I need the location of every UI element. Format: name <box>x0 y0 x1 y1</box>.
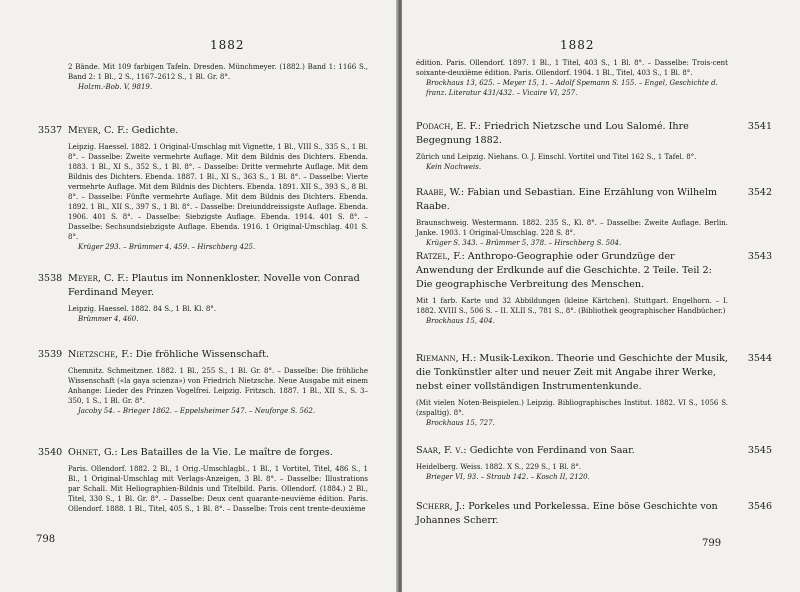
entry-title: Gedichte. <box>131 125 179 136</box>
entry-author: Raabe, W.: <box>416 187 465 198</box>
entry-3545 <box>416 444 772 482</box>
entry-refs: Brümmer 4, 460. <box>78 315 139 323</box>
entry-title: Porkeles und Porkelessa. Eine böse Geschichte von Johannes Scherr. <box>416 501 718 526</box>
entry-3539 <box>38 348 368 416</box>
entry-author: Scherr, J.: <box>416 501 466 512</box>
entry-refs: Brieger VI, 93. – Straub 142. – Kosch II, 2120. <box>426 473 590 481</box>
running-head-year: 1882 <box>560 38 595 52</box>
continuation-refs: Holzm.-Bob. V, 9819. <box>78 83 153 91</box>
entry-3543 <box>416 250 772 326</box>
left-page <box>0 0 398 592</box>
entry-refs: Jacoby 54. – Brieger 1862. – Eppelsheimer 547. – Neuforge S. 562. <box>78 407 316 415</box>
continuation-block <box>68 62 368 92</box>
entry-body: Leipzig. Haessel. 1882. 1 Original-Umschlag mit Vignette, 1 Bl., VIII S., 335 S., 1 Bl. 8°. – Dasselbe: Zweite vermehrte Auflage. Mit dem Bildnis des Dichters. Ebenda. 1883. 1 Bl., XI S., 352 S., 1 Bl. 8°. – Dasselbe: Dritte vermehrte Auflage. Mit dem Bildnis des Dichters. Ebenda. 1887. 1 Bl., XI S., 363 S., 1 Bl. 8°. – Dasselbe: Vierte vermehrte Auflage. Mit dem Bildnis des Dichters. Ebenda. 1891. XII S., 393 S., 8 Bl. 8°. – Dasselbe: Fünfte vermehrte Auflage. Mit dem Bildnis des Dichters. Ebenda. 1892. 1 Bl., XII S., 397 S., 1 Bl. 8°. – Dasselbe: Dreiunddreissigste Auflage. Ebenda. 1906. 401 S. 8°. – Dasselbe: Siebzigste Auflage. Ebenda. 1914. 401 S. 8°. – Dasselbe: Sechsundsiebzigste Auflage. Ebenda. 1916. 1 Original-Umschlag. 401 S. 8°. <box>68 143 368 241</box>
entry-refs: Kein Nachweis. <box>426 163 482 171</box>
continuation-text: 2 Bände. Mit 109 farbigen Tafeln. Dresden. Münchmeyer. (1882.) Band 1: 1166 S., Band 2: 1 Bl., 2 S., 1167–2612 S., 1 Bl. Gr. 8°. <box>68 63 368 81</box>
entry-body: Chemnitz. Schmeitzner. 1882. 1 Bl., 255 S., 1 Bl. Gr. 8°. – Dasselbe: Die fröhliche Wissenschaft («la gaya scienza») von Friedrich Nietzsche. Neue Ausgabe mit einem Anhange: Lieder des Prinzen Vogelfrei. Leipzig. Fritzsch. 1887. 1 Bl., XII S., S. 3–350, 1 S., 1 Bl. Gr. 8°. <box>68 367 368 405</box>
entry-3544 <box>416 352 772 428</box>
entry-title: Plautus im Nonnenkloster. Novelle von Conrad Ferdinand Meyer. <box>68 273 360 298</box>
continuation-refs: Brockhaus 13, 625. – Meyer 15, 1. – Adolf Spemann S. 155. – Engel, Geschichte d. franz. Literatur 431/432. – Vicaire VI, 257. <box>426 79 718 97</box>
entry-heading <box>416 352 728 394</box>
entry-number: 3542 <box>747 187 772 198</box>
entry-author: Nietzsche, F.: <box>68 349 133 360</box>
entry-title: Gedichte von Ferdinand von Saar. <box>469 445 635 456</box>
entry-body: Mit 1 farb. Karte und 32 Abbildungen (kleine Kärtchen). Stuttgart. Engelhorn. – I. 1882. XVIII S., 506 S. – II. XLII S., 781 S., 8°. (Bibliothek geographischer Handbücher.) <box>416 297 728 315</box>
running-head-year: 1882 <box>210 38 245 52</box>
entry-refs: Brockhaus 15, 727. <box>426 419 495 427</box>
entry-3541 <box>416 120 772 172</box>
entry-heading <box>416 444 728 458</box>
entry-body: Heidelberg. Weiss. 1882. X S., 229 S., 1 Bl. 8°. <box>416 463 582 471</box>
entry-heading <box>416 500 728 528</box>
entry-body: (Mit vielen Noten-Beispielen.) Leipzig. Bibliographisches Institut. 1882. VI S., 1056 S. (zspaltig). 8°. <box>416 399 728 417</box>
entry-number: 3538 <box>38 273 63 284</box>
page-number: 799 <box>702 538 722 549</box>
entry-body: Braunschweig. Westermann. 1882. 235 S., Kl. 8°. – Dasselbe: Zweite Auflage. Berlin. Janke. 1903. 1 Original-Umschlag. 228 S. 8°. <box>416 219 728 237</box>
entry-title: Fabian und Sebastian. Eine Erzählung von Wilhelm Raabe. <box>416 187 718 212</box>
entry-3546 <box>416 500 772 528</box>
entry-number: 3545 <box>747 445 772 456</box>
entry-author: Meyer, C. F.: <box>68 125 129 136</box>
entry-heading <box>416 250 728 292</box>
entry-author: Saar, F. v.: <box>416 445 467 456</box>
entry-heading <box>68 446 368 460</box>
entry-3537 <box>38 124 368 252</box>
entry-title: Les Batailles de la Vie. Le maître de forges. <box>120 447 333 458</box>
entry-heading <box>68 272 368 300</box>
entry-refs: Krüger 293. – Brümmer 4, 459. – Hirschberg 425. <box>78 243 256 251</box>
entry-number: 3546 <box>747 501 772 512</box>
entry-title: Musik-Lexikon. Theorie und Geschichte der Musik, die Tonkünstler alter und neuer Zeit mit Angabe ihrer Werke, nebst einer vollständigen Instrumentenkunde. <box>416 353 728 392</box>
entry-title: Friedrich Nietzsche und Lou Salomé. Ihre Begegnung 1882. <box>416 121 689 146</box>
entry-number: 3543 <box>747 251 772 262</box>
entry-heading <box>68 348 368 362</box>
entry-author: Ratzel, F.: <box>416 251 465 262</box>
entry-number: 3537 <box>38 125 63 136</box>
entry-author: Podach, E. F.: <box>416 121 481 132</box>
entry-heading <box>416 186 728 214</box>
entry-author: Meyer, C. F.: <box>68 273 129 284</box>
right-page <box>402 0 800 592</box>
entry-number: 3539 <box>38 349 63 360</box>
entry-refs: Krüger S. 343. – Brümmer 5, 378. – Hirschberg S. 504. <box>426 239 622 247</box>
entry-number: 3541 <box>747 121 772 132</box>
entry-number: 3544 <box>747 353 772 364</box>
entry-3542 <box>416 186 772 248</box>
entry-author: Riemann, H.: <box>416 353 477 364</box>
entry-heading <box>416 120 728 148</box>
entry-3538 <box>38 272 368 324</box>
entry-title: Anthropo-Geographie oder Grundzüge der Anwendung der Erdkunde auf die Geschichte. 2 Teile. Teil 2: Die geographische Verbreitung des Menschen. <box>416 251 712 290</box>
entry-body: Paris. Ollendorf. 1882. 2 Bl., 1 Orig.-Umschlagbl., 1 Bl., 1 Vortitel, Titel, 486 S., 1 Bl., 1 Original-Umschlag mit Verlags-Anzeigen, 3 Bl. 8°. – Dasselbe: Illustrations par Schall. Mit Heliographien-Bildnis und Titelbild. Paris. Ollendorf. (1884.) 2 Bl., Titel, 330 S., 1 Bl. Gr. 8°. – Dasselbe: Deux cent quarante-neuvième édition. Paris. Ollendorf. 1888. 1 Bl., Titel, 405 S., 1 Bl. 8°. – Dasselbe: Trois cent trente-deuxième <box>68 465 368 513</box>
entry-title: Die fröhliche Wissenschaft. <box>135 349 269 360</box>
entry-number: 3540 <box>38 447 63 458</box>
page-number: 798 <box>36 534 56 545</box>
entry-body: Leipzig. Haessel. 1882. 84 S., 1 Bl. Kl. 8°. <box>68 305 217 313</box>
entry-body: Zürich und Leipzig. Niehans. O. J. Einschl. Vortitel und Titel 162 S., 1 Tafel. 8°. <box>416 153 697 161</box>
entry-heading <box>68 124 368 138</box>
continuation-block <box>416 58 728 98</box>
entry-author: Ohnet, G.: <box>68 447 118 458</box>
entry-refs: Brockhaus 15, 404. <box>426 317 495 325</box>
continuation-text: édition. Paris. Ollendorf. 1897. 1 Bl., 1 Titel, 403 S., 1 Bl. 8°. – Dasselbe: Trois-cent soixante-deuxième édition. Paris. Ollendorf. 1904. 1 Bl., Titel, 403 S., 1 Bl. 8°. <box>416 59 728 77</box>
entry-3540 <box>38 446 368 514</box>
